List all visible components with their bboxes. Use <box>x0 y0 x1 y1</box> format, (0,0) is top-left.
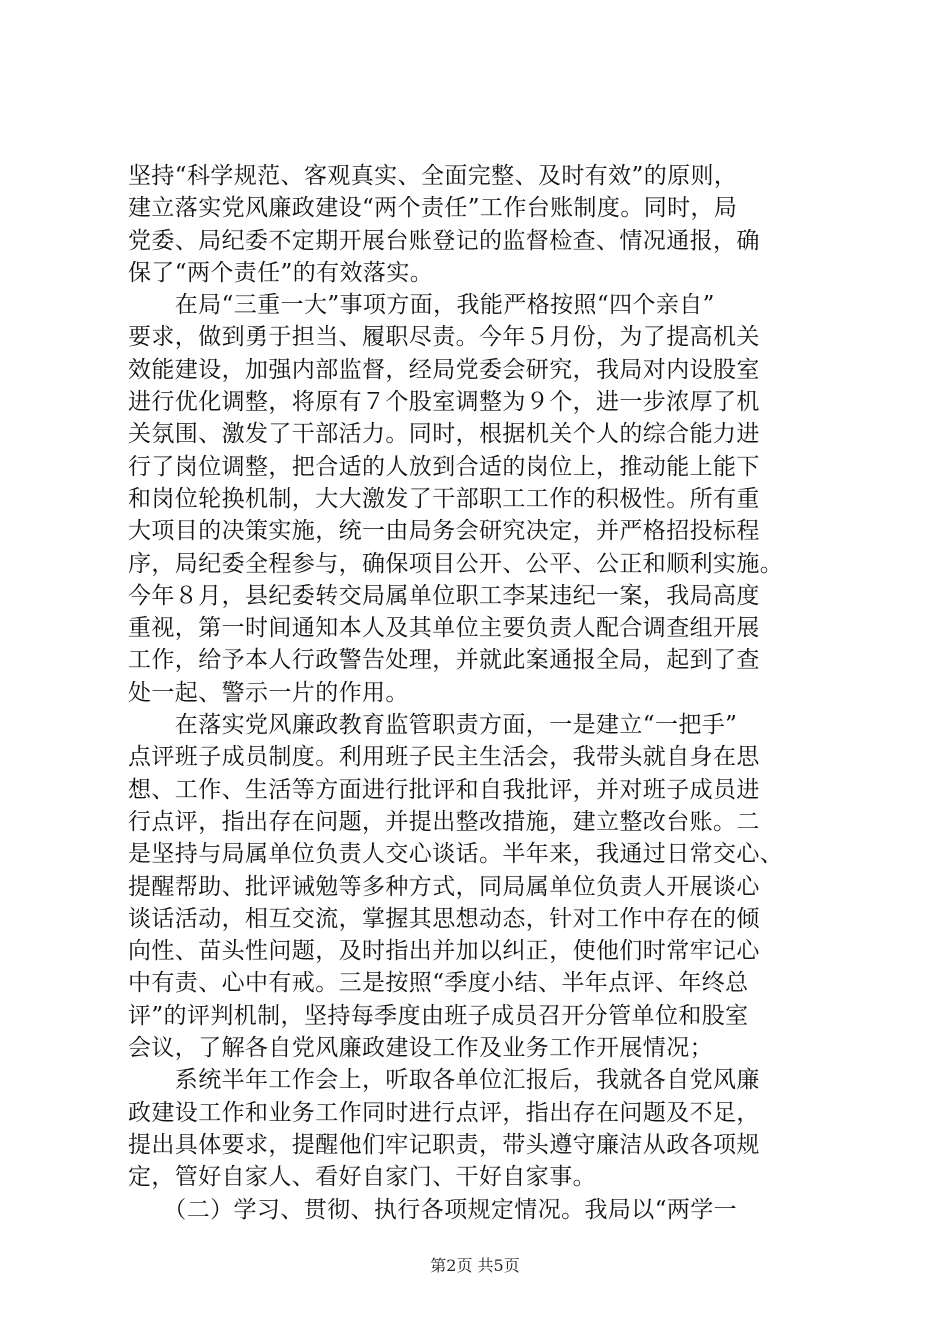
page-number-footer: 第2页 共5页 <box>430 1256 520 1275</box>
text-line: 系统半年工作会上，听取各单位汇报后，我就各自党风廉 <box>128 1067 760 1094</box>
text-line: 会议，了解各自党风廉政建设工作及业务工作开展情况； <box>128 1035 713 1062</box>
body-text <box>128 160 828 1226</box>
text-line: 进行优化调整，将原有７个股室调整为９个，进一步浓厚了机 <box>128 389 760 416</box>
text-line: 大项目的决策实施，统一由局务会研究决定，并严格招投标程 <box>128 518 760 545</box>
text-line: 序，局纪委全程参与，确保项目公开、公平、公正和顺利实施。 <box>128 550 784 577</box>
text-line: 重视，第一时间通知本人及其单位主要负责人配合调查组开展 <box>128 615 760 642</box>
text-line: 今年８月，县纪委转交局属单位职工李某违纪一案，我局高度 <box>128 582 760 609</box>
text-line: 在局“三重一大”事项方面，我能严格按照“四个亲自” <box>128 292 715 319</box>
text-line: 提醒帮助、批评诫勉等多种方式，同局属单位负责人开展谈心 <box>128 873 760 900</box>
text-line: 要求，做到勇于担当、履职尽责。今年５月份，为了提高机关 <box>128 324 760 351</box>
text-line: 定，管好自家人、看好自家门、干好自家事。 <box>128 1164 596 1191</box>
text-line: 是坚持与局属单位负责人交心谈话。半年来，我通过日常交心、 <box>128 841 784 868</box>
text-line: 保了“两个责任”的有效落实。 <box>128 259 434 286</box>
text-line: 政建设工作和业务工作同时进行点评，指出存在问题及不足， <box>128 1099 760 1126</box>
text-line: 在落实党风廉政教育监管职责方面，一是建立“一把手” <box>128 712 738 739</box>
text-line: （二）学习、贯彻、执行各项规定情况。我局以“两学一 <box>128 1196 738 1223</box>
text-line: 效能建设，加强内部监督，经局党委会研究，我局对内设股室 <box>128 356 760 383</box>
text-line: 行点评，指出存在问题，并提出整改措施，建立整改台账。二 <box>128 808 760 835</box>
text-line: 坚持“科学规范、客观真实、全面完整、及时有效”的原则， <box>128 163 738 189</box>
text-line: 行了岗位调整，把合适的人放到合适的岗位上，推动能上能下 <box>128 453 760 480</box>
text-line: 党委、局纪委不定期开展台账登记的监督检查、情况通报，确 <box>128 227 760 254</box>
text-line: 建立落实党风廉政建设“两个责任”工作台账制度。同时，局 <box>128 195 738 222</box>
text-line: 和岗位轮换机制，大大激发了干部职工工作的积极性。所有重 <box>128 485 760 512</box>
text-line: 关氛围、激发了干部活力。同时，根据机关个人的综合能力进 <box>128 421 760 448</box>
text-line: 点评班子成员制度。利用班子民主生活会，我带头就自身在思 <box>128 744 760 771</box>
text-line: 评”的评判机制，坚持每季度由班子成员召开分管单位和股室 <box>128 1002 749 1029</box>
text-line: 提出具体要求，提醒他们牢记职责，带头遵守廉洁从政各项规 <box>128 1131 760 1158</box>
text-line: 工作，给予本人行政警告处理，并就此案通报全局，起到了查 <box>128 647 760 674</box>
text-line: 谈话活动，相互交流，掌握其思想动态，针对工作中存在的倾 <box>128 905 760 932</box>
text-line: 处一起、警示一片的作用。 <box>128 679 409 706</box>
text-line: 中有责、心中有戒。三是按照“季度小结、半年点评、年终总 <box>128 970 749 997</box>
text-line: 向性、苗头性问题，及时指出并加以纠正，使他们时常牢记心 <box>128 938 760 965</box>
text-line: 想、工作、生活等方面进行批评和自我批评，并对班子成员进 <box>128 776 760 803</box>
